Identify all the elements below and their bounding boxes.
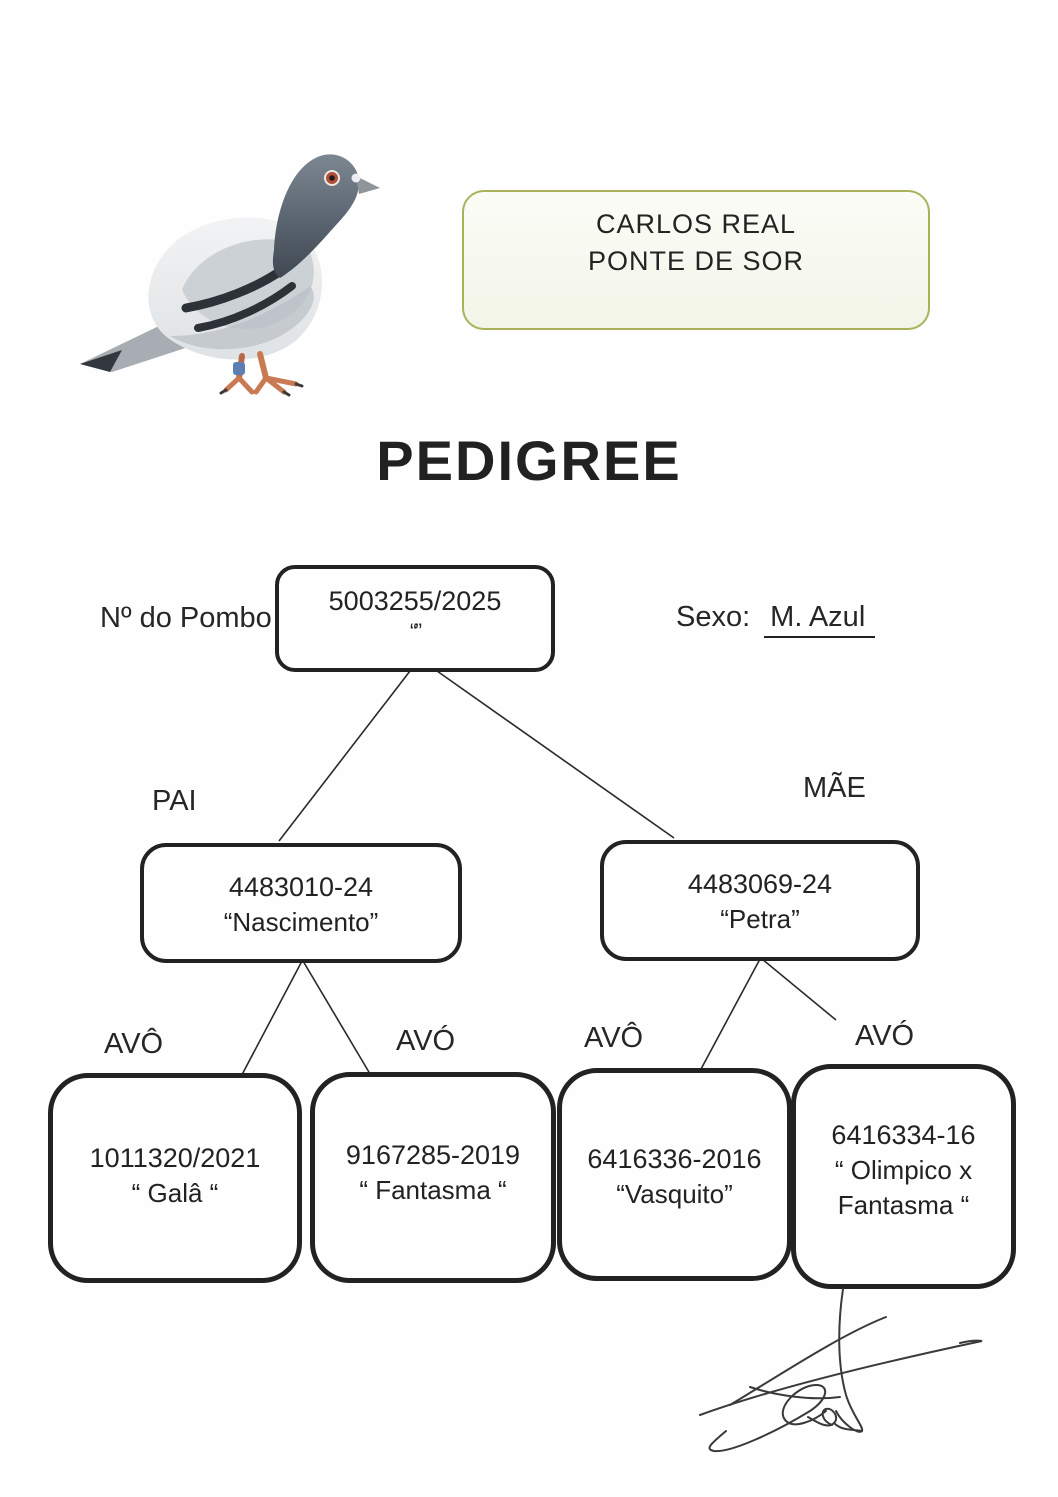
grandfather-paternal-box [48, 1073, 302, 1283]
grandfather-paternal-label: AVÔ [104, 1028, 164, 1060]
pigeon-leg [260, 354, 266, 378]
ring-number-label: Nº do Pombo [100, 602, 272, 634]
mother-box [600, 840, 920, 961]
father-label: PAI [152, 785, 197, 817]
sex-field [676, 601, 875, 638]
grandparent-name: “Vasquito” [616, 1179, 733, 1209]
pigeon-eye-pupil [329, 175, 335, 181]
mother-name: “Petra” [720, 904, 800, 934]
grandmother-maternal-label: AVÓ [855, 1020, 915, 1052]
sex-value: M. Azul [764, 601, 875, 638]
father-box [140, 843, 462, 963]
subject-box [275, 565, 555, 672]
breeder-location: PONTE DE SOR [587, 246, 805, 276]
mother-label: MÃE [803, 772, 866, 804]
breeder-card [462, 190, 930, 330]
pigeon-leg-band [233, 362, 245, 375]
grandparent-ring: 6416334-16 [831, 1120, 976, 1150]
grandparent-ring: 1011320/2021 [89, 1143, 261, 1173]
breeder-name: CARLOS REAL [595, 209, 797, 239]
grandmother-maternal-box [791, 1064, 1016, 1289]
page-title: PEDIGREE [376, 429, 682, 492]
sex-label: Sexo: [676, 601, 751, 633]
pigeon-cere [352, 174, 361, 183]
grandfather-maternal-label: AVÔ [584, 1022, 644, 1054]
grandparent-name: “ Fantasma “ [359, 1175, 507, 1205]
pigeon-feet [226, 378, 296, 392]
grandmother-paternal-box [310, 1072, 556, 1283]
subject-name: “” [410, 620, 420, 643]
grandfather-maternal-box [557, 1068, 792, 1281]
subject-ring: 5003255/2025 [328, 586, 502, 616]
handwritten-signature [690, 1283, 990, 1458]
grandparent-name: “ Galâ “ [131, 1178, 219, 1208]
father-ring: 4483010-24 [228, 872, 374, 902]
father-name: “Nascimento” [223, 907, 379, 937]
grandmother-paternal-label: AVÓ [396, 1025, 456, 1057]
pigeon-photo [70, 122, 400, 407]
grandparent-ring: 9167285-2019 [345, 1140, 521, 1170]
grandparent-name: “ Olimpico x Fantasma “ [834, 1155, 973, 1220]
mother-ring: 4483069-24 [687, 869, 833, 899]
grandparent-ring: 6416336-2016 [587, 1144, 762, 1174]
